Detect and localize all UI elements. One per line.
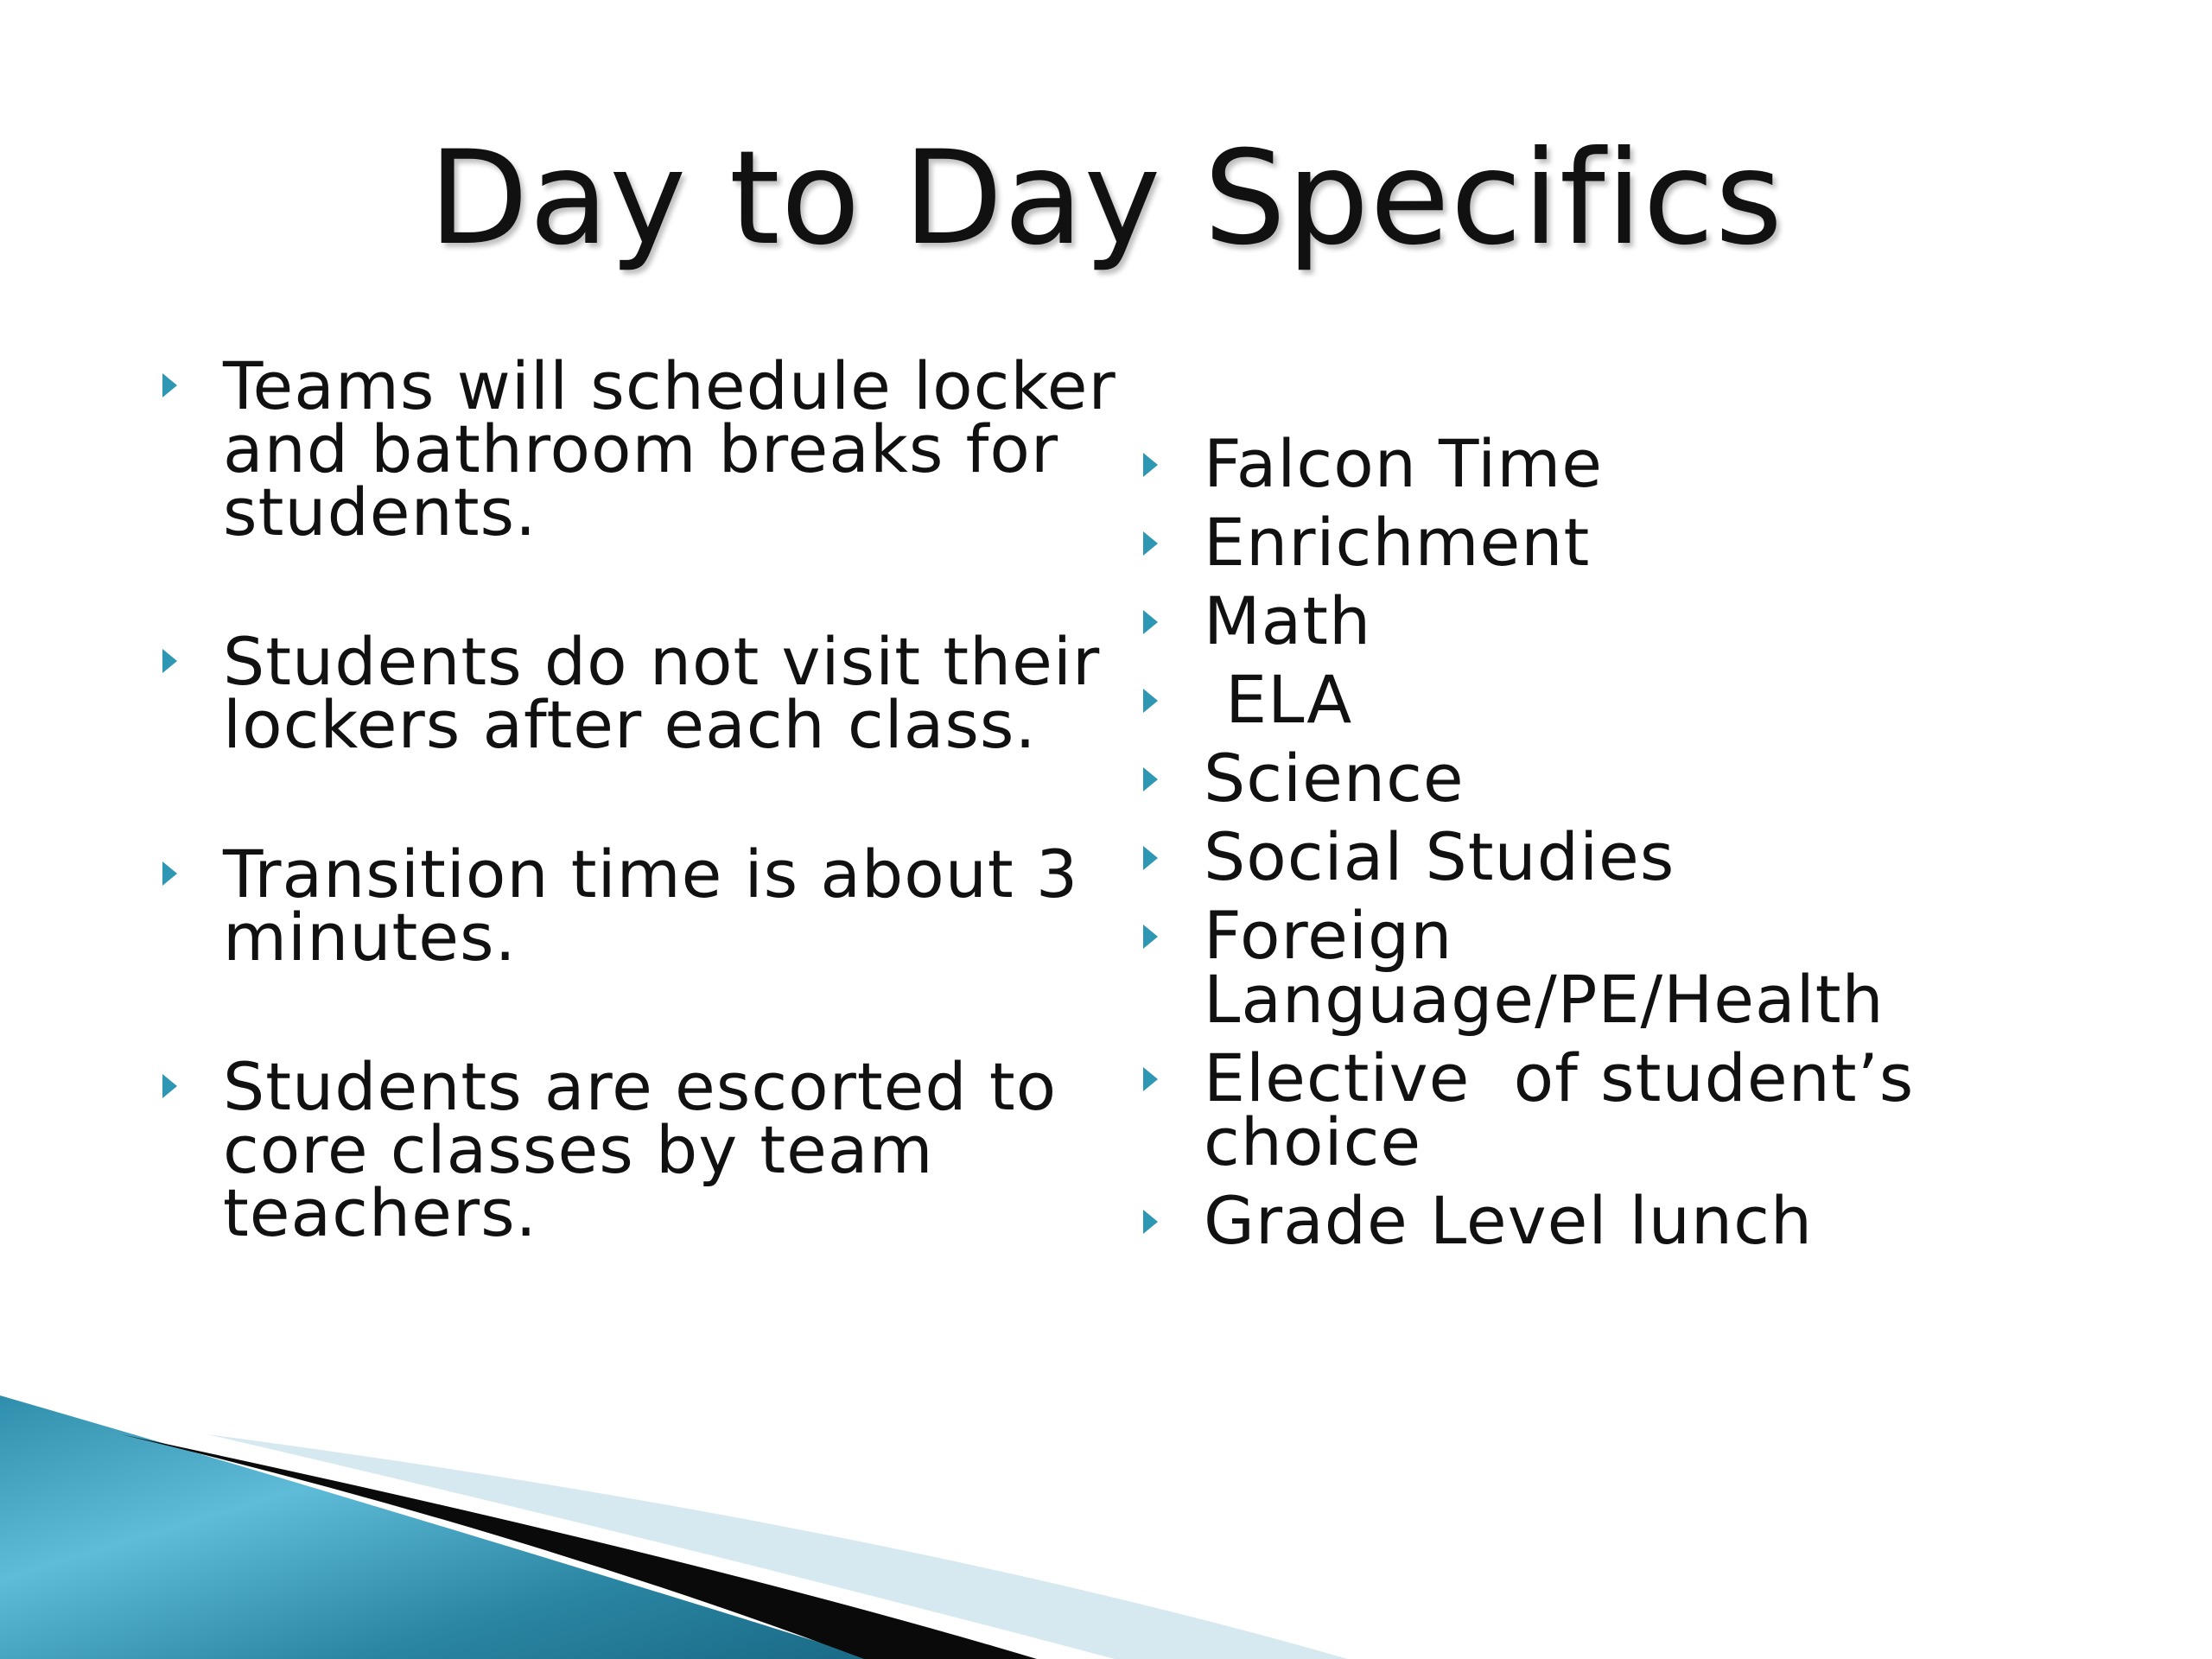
list-item-text: Grade Level lunch	[1204, 1182, 1814, 1259]
list-item	[156, 623, 1106, 763]
list-item	[1136, 582, 2087, 659]
list-item-text: Math	[1204, 582, 1372, 659]
list-item	[1136, 1182, 2087, 1259]
list-item	[1136, 897, 2087, 1038]
triangle-right-bullet-icon	[162, 861, 177, 886]
triangle-right-bullet-icon	[1143, 767, 1158, 791]
list-item-text: ELA	[1204, 661, 1353, 738]
list-item	[1136, 425, 2087, 502]
triangle-right-bullet-icon	[162, 373, 177, 397]
list-item-text: Students do not visit their lockers after each class.	[223, 623, 1101, 763]
list-item	[156, 836, 1106, 976]
triangle-right-bullet-icon	[1143, 1067, 1158, 1091]
list-item	[156, 1048, 1106, 1251]
triangle-right-bullet-icon	[162, 1074, 177, 1098]
triangle-right-bullet-icon	[1143, 610, 1158, 634]
slide-title: Day to Day Specifics	[429, 124, 1783, 274]
list-item	[1136, 661, 2087, 738]
list-item-text: Science	[1204, 740, 1465, 817]
list-item-text: Falcon Time	[1204, 425, 1604, 502]
list-item-text: Students are escorted to core classes by team teachers.	[223, 1048, 1058, 1251]
list-item	[1136, 504, 2087, 581]
triangle-right-bullet-icon	[1143, 531, 1158, 556]
list-item	[1136, 818, 2087, 895]
list-item	[156, 347, 1116, 550]
triangle-right-bullet-icon	[1143, 1210, 1158, 1234]
triangle-right-bullet-icon	[1143, 846, 1158, 870]
list-item	[1136, 740, 2087, 817]
right-bullet-list	[1136, 425, 2087, 1268]
list-item-text: Elective of student’s choice	[1204, 1039, 1915, 1180]
list-item-text: Transition time is about 3 minutes.	[223, 836, 1079, 976]
triangle-right-bullet-icon	[1143, 689, 1158, 713]
list-item-text: Social Studies	[1204, 818, 1675, 895]
list-item-text: Teams will schedule locker and bathroom breaks for students.	[223, 347, 1116, 550]
triangle-right-bullet-icon	[1143, 453, 1158, 477]
triangle-right-bullet-icon	[1143, 925, 1158, 949]
list-item	[1136, 1039, 2087, 1180]
list-item-text: Enrichment	[1204, 504, 1591, 581]
triangle-right-bullet-icon	[162, 649, 177, 673]
left-bullet-list	[156, 347, 1116, 1331]
list-item-text: Foreign Language/PE/Health	[1204, 897, 1885, 1038]
